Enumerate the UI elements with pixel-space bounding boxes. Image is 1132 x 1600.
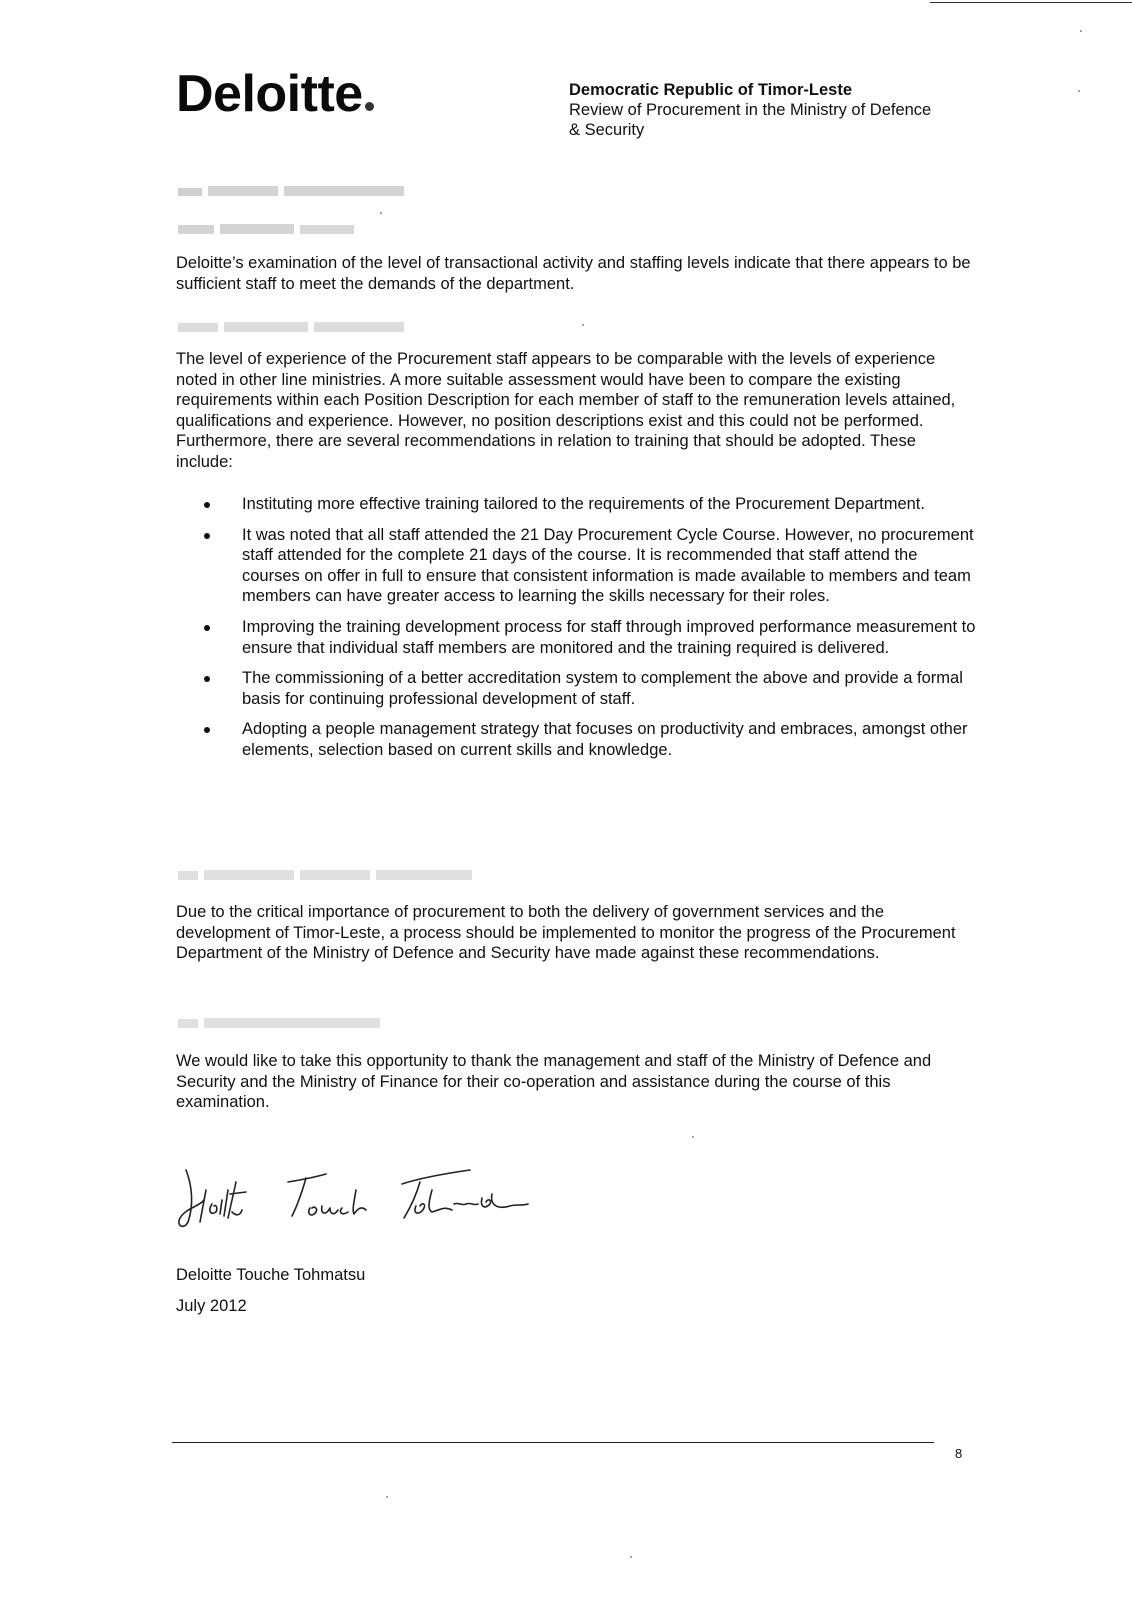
page-number: 8 xyxy=(955,1446,963,1461)
list-item xyxy=(176,719,976,760)
list-item xyxy=(176,668,976,709)
faded-heading-marks xyxy=(178,1014,398,1032)
faded-heading-marks xyxy=(178,182,418,200)
header-title: Democratic Republic of Timor-Leste xyxy=(569,81,853,99)
signer-name: Deloitte Touche Tohmatsu xyxy=(176,1266,366,1284)
header-subtitle-line1: Review of Procurement in the Ministry of Defence xyxy=(569,101,932,119)
faded-heading-marks xyxy=(178,318,418,336)
bullet-icon xyxy=(204,625,210,631)
signature-date: July 2012 xyxy=(176,1297,247,1315)
staffing-paragraph: Deloitte’s examination of the level of transactional activity and staffing levels indicate that there appears to be sufficient staff to meet the demands of the department. xyxy=(176,254,971,293)
top-rule xyxy=(930,2,1132,3)
monitoring-paragraph: Due to the critical importance of procurement to both the delivery of government services and the development of Timor-Leste, a process should be implemented to monitor the progress of the Procurement Department of the Ministry of Defence and Security have made against these recommendations. xyxy=(176,903,956,963)
list-item-text: Adopting a people management strategy that focuses on productivity and embraces, amongst other elements, selection based on current skills and knowledge. xyxy=(242,720,968,759)
faded-heading-marks xyxy=(178,220,378,238)
list-item-text: Improving the training development process for staff through improved performance measurement to ensure that individual staff members are monitored and the training required is delivered. xyxy=(242,617,976,657)
bullet-icon xyxy=(204,533,210,539)
logo-text: Deloitte xyxy=(176,65,363,123)
scan-speck xyxy=(1080,30,1082,32)
faded-heading-training xyxy=(178,318,418,341)
scan-speck xyxy=(582,324,584,326)
training-paragraph: The level of experience of the Procurement staff appears to be comparable with the levels of experience noted in other line ministries. A more suitable assessment would have been to compare the existing requirements within each Position Description for each member of staff to the remuneration levels attained, qualifications and experience. However, no position descriptions exist and this could not be performed. Furthermore, there are several recommendations in relation to training that should be adopted. These include: xyxy=(176,350,956,471)
list-item-text: Instituting more effective training tailored to the requirements of the Procurement Department. xyxy=(242,495,925,513)
faded-heading-people-management xyxy=(178,182,418,205)
scan-speck xyxy=(1078,90,1080,92)
handwritten-signature xyxy=(170,1160,550,1240)
bullet-icon xyxy=(204,676,210,682)
faded-heading-monitoring xyxy=(178,866,478,889)
list-item xyxy=(176,494,976,515)
deloitte-logo xyxy=(176,65,374,123)
faded-heading-marks xyxy=(178,866,478,884)
recommendations-list xyxy=(176,494,976,771)
document-header xyxy=(569,80,931,140)
scan-speck xyxy=(380,212,382,214)
bullet-icon xyxy=(204,727,210,733)
faded-heading-staffing xyxy=(178,220,378,243)
footer-rule xyxy=(172,1442,934,1443)
faded-heading-acknowledgement xyxy=(178,1014,398,1037)
list-item xyxy=(176,617,976,658)
scan-speck xyxy=(630,1556,632,1558)
list-item-text: The commissioning of a better accreditation system to complement the above and provide a formal basis for continuing professional development of staff. xyxy=(242,669,963,708)
acknowledgement-paragraph: We would like to take this opportunity to thank the management and staff of the Ministry of Defence and Security and the Ministry of Finance for their co-operation and assistance during the course of this examination. xyxy=(176,1052,932,1112)
scan-speck xyxy=(386,1496,388,1498)
list-item-text: It was noted that all staff attended the 21 Day Procurement Cycle Course. However, no procurement staff attended for the complete 21 days of the course. It is recommended that staff attend the courses on offer in full to ensure that consistent information is made available to members and team members can have greater access to learning the skills necessary for their roles. xyxy=(242,525,974,606)
bullet-icon xyxy=(204,502,210,508)
list-item xyxy=(176,525,976,607)
scan-speck xyxy=(692,1136,694,1138)
logo-dot-icon xyxy=(365,102,374,111)
header-subtitle-line2: & Security xyxy=(569,121,645,139)
